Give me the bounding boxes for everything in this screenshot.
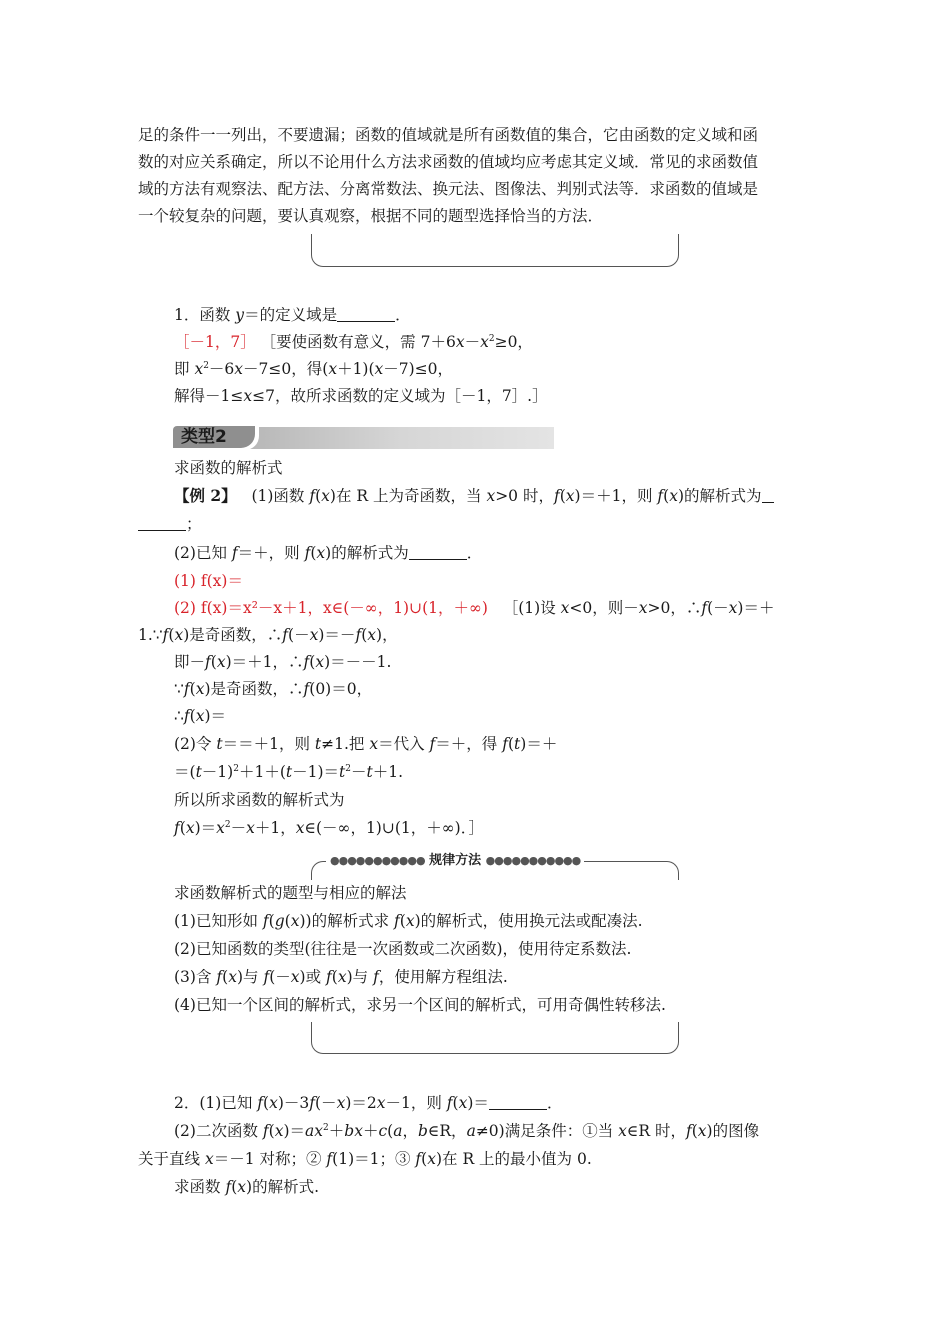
solution-line-1: 1.∵f(x)是奇函数，∴f(－x)＝－f(x)，: [138, 626, 398, 644]
example-2-tag: 【例 2】: [174, 486, 237, 505]
method-item-1: (1)已知形如 f(g(x))的解析式求 f(x)的解析式，使用换元法或配凑法.: [174, 912, 643, 930]
example-2-part-1: 【例 2】 (1)函数 f(x)在 R 上为奇函数，当 x>0 时，f(x)＝＋1，则 f(x)的解析式为: [174, 485, 774, 507]
method-item-4: (4)已知一个区间的解析式，求另一个区间的解析式，可用奇偶性转移法.: [174, 996, 666, 1014]
intro-line-3: 域的方法有观察法、配方法、分离常数法、换元法、图像法、判别式法等．求函数的值域是: [138, 180, 759, 198]
exercise-2-part-2: (2)二次函数 $f(x)=ax^2+bx+c(a$，b∈R，a≠0)满足条件：①当 x∈R 时，f(x)的图像: [174, 1122, 760, 1140]
section-title: 求函数的解析式: [174, 459, 283, 477]
method-tag: ●●●●●●●●●●● 规律方法 ●●●●●●●●●●●: [326, 853, 584, 869]
solution-line-6: $=(t-1)^2+1+(t-1)=t^2-t+1$.: [174, 763, 404, 781]
example-2-part-2: (2)已知 f＝＋，则 f(x)的解析式为 ．: [174, 544, 483, 562]
solution-line-3: ∵f(x)是奇函数，∴f(0)＝0，: [174, 680, 373, 698]
exercise-1-solution-line-3: 解得－1≤x≤7，故所求函数的定义域为［－1，7］.］: [174, 387, 548, 405]
exercise-1-answer: ［－1，7］: [174, 333, 256, 351]
solution-line-7: 所以所求函数的解析式为: [174, 791, 345, 809]
intro-line-1: 足的条件一一列出，不要遗漏；函数的值域就是所有函数值的集合，它由函数的定义域和函: [138, 126, 759, 144]
solution-line-5: (2)令 t＝＝＋1，则 t≠1.把 x＝代入 f＝＋，得 f(t)＝＋: [174, 735, 558, 753]
intro-line-2: 数的对应关系确定，所以不论用什么方法求函数的值域均应考虑其定义域．常见的求函数值: [138, 153, 759, 171]
method-box-bottom-bracket: [311, 1022, 679, 1054]
exercise-2-part-2-cont: 关于直线 x＝－1 对称；② f(1)＝1；③ f(x)在 R 上的最小值为 0.: [138, 1150, 592, 1168]
exercise-2-part-1: 2．(1)已知 f(x)－3f(－x)＝2x－1，则 f(x)＝ ．: [174, 1094, 563, 1112]
method-title: 求函数解析式的题型与相应的解法: [174, 884, 407, 902]
exercise-1-question: 1．函数 y＝的定义域是 ．: [174, 306, 411, 324]
exercise-2-part-2-ask: 求函数 f(x)的解析式.: [174, 1178, 319, 1196]
method-item-2: (2)已知函数的类型(往往是一次函数或二次函数)，使用待定系数法.: [174, 940, 632, 958]
method-item-3: (3)含 f(x)与 f(－x)或 f(x)与 f，使用解方程组法.: [174, 968, 508, 986]
type-header-label: 类型2: [181, 427, 227, 447]
example-2-part-1-cont: ；: [138, 513, 202, 535]
exercise-1-solution-line-2: 即 $x^2-6x-7\le 0$，得(x＋1)(x－7)≤0，: [174, 360, 454, 378]
example-2-answer-2: (2) f(x)＝x²－x＋1，x∈(－∞，1)∪(1，＋∞) ［(1)设 x<0，则－x>0，∴f(－x)＝＋: [174, 599, 775, 617]
section-end-bracket: [311, 234, 679, 267]
solution-line-8: $f(x)=x^2-x+1$，x∈(－∞，1)∪(1，＋∞)．］: [174, 819, 484, 837]
intro-line-4: 一个较复杂的问题，要认真观察，根据不同的题型选择恰当的方法．: [138, 207, 604, 225]
example-2-answer-1: (1) f(x)＝: [174, 572, 243, 590]
solution-line-4: ∴f(x)＝: [174, 707, 227, 725]
exercise-1-solution-line-1: ［－1，7］ ［要使函数有意义，需 $7+6x-x^2\ge 0$，: [174, 333, 533, 351]
solution-line-2: 即－f(x)＝＋1，∴f(x)＝－－1.: [174, 653, 392, 671]
